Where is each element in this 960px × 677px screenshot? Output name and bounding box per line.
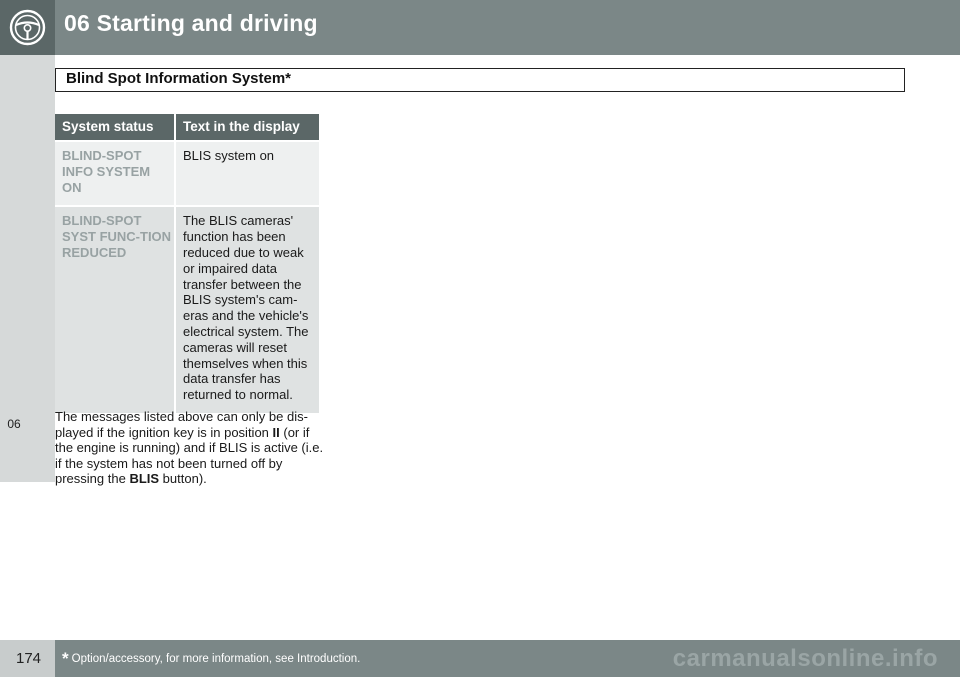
section-heading-box: [55, 68, 905, 92]
ignition-position: II: [272, 424, 280, 440]
blis-button-name: BLIS: [129, 471, 160, 487]
status-table: [55, 114, 319, 413]
section-title: Blind Spot Information System*: [66, 70, 292, 87]
body-text-part1: The messages listed above can only be dis-played if the ignition key is in position: [55, 409, 308, 440]
footnote-mark: *: [62, 649, 69, 668]
display-text-cell: BLIS system on: [176, 140, 319, 205]
table-row: [55, 140, 319, 205]
body-text-part3: button).: [159, 471, 207, 487]
page-header: [0, 0, 960, 55]
watermark: carmanualsonline.info: [672, 645, 938, 672]
steering-wheel-icon: [9, 9, 46, 46]
page-number: 174: [16, 650, 42, 667]
display-text-cell: The BLIS cameras' function has been reduced due to weak or impaired data transfer between the BLIS system's cam-eras and the vehicle's electrical system. The cameras will reset themselves when this data transfer has returned to normal.: [176, 205, 319, 413]
body-text-part2: (or if the engine is running) and if BLIS is active (i.e. if the system has not been turned off by pressing the: [55, 424, 324, 487]
system-status-cell: BLIND-SPOT SYST FUNC-TION REDUCED: [55, 205, 176, 413]
footnote-text: Option/accessory, for more information, see Introduction.: [71, 653, 361, 665]
body-paragraph: [55, 409, 327, 487]
footnote: [62, 649, 360, 669]
chapter-side-tab: [0, 55, 55, 482]
chapter-logo: [0, 0, 55, 55]
table-header-row: [55, 114, 319, 140]
page-number-box: [0, 640, 55, 677]
table-row: [55, 205, 319, 413]
side-tab-label: 06: [7, 417, 21, 431]
column-header-display-text: Text in the display: [176, 114, 319, 140]
chapter-title: 06 Starting and driving: [64, 10, 318, 36]
system-status-cell: BLIND-SPOT INFO SYSTEM ON: [55, 140, 176, 205]
page-footer: [0, 640, 960, 677]
column-header-system-status: System status: [55, 114, 176, 140]
